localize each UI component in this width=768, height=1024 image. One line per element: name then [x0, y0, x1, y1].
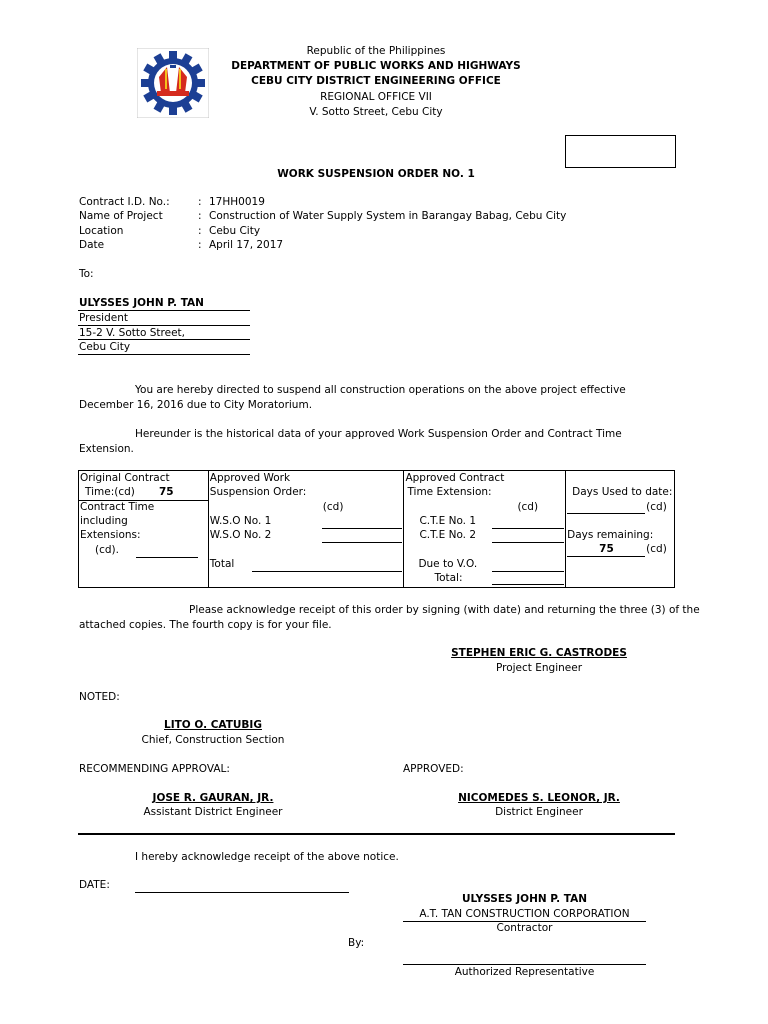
days-remaining-label: Days remaining:	[567, 529, 654, 541]
wso-2-blank	[322, 542, 402, 543]
detail-sep: :	[198, 239, 202, 251]
recipient-address-1: 15-2 V. Sotto Street,	[79, 327, 185, 339]
dpwh-gear-logo-icon	[137, 48, 209, 118]
extensions-label: Extensions:	[80, 529, 141, 541]
section-divider	[78, 833, 675, 835]
header-district-office: CEBU CITY DISTRICT ENGINEERING OFFICE	[251, 75, 501, 87]
approved-label: APPROVED:	[403, 763, 464, 775]
detail-value-location: Cebu City	[209, 225, 261, 237]
cte-2-blank	[492, 542, 564, 543]
to-label: To:	[79, 268, 94, 280]
ack-line-2: attached copies. The fourth copy is for your file.	[79, 619, 332, 631]
wso-total-blank	[252, 571, 402, 572]
wso-1-blank	[322, 528, 402, 529]
recipient-rule	[78, 325, 250, 326]
authorized-representative-label: Authorized Representative	[454, 966, 595, 978]
vo-blank	[492, 571, 564, 572]
original-contract-label: Original Contract	[80, 472, 170, 484]
table-cell-days	[566, 471, 675, 588]
project-engineer-name: STEPHEN ERIC G. CASTRODES	[451, 647, 627, 659]
asst-engineer-name: JOSE R. GAURAN, JR.	[152, 792, 274, 804]
date-label: DATE:	[79, 879, 110, 891]
asst-engineer-title: Assistant District Engineer	[143, 806, 283, 818]
days-remaining-blank	[567, 556, 645, 557]
header-republic: Republic of the Philippines	[306, 45, 446, 57]
recipient-rule	[78, 354, 250, 355]
detail-label-date: Date	[79, 239, 105, 251]
days-remaining-value: 75	[599, 543, 614, 555]
original-time-value: 75	[159, 486, 174, 498]
detail-value-project: Construction of Water Supply System in Barangay Babag, Cebu City	[209, 210, 567, 222]
wso-1-label: W.S.O No. 1	[209, 515, 272, 527]
detail-sep: :	[198, 196, 202, 208]
header-department: DEPARTMENT OF PUBLIC WORKS AND HIGHWAYS	[231, 60, 521, 72]
by-label: By:	[348, 937, 365, 949]
header-regional-office: REGIONAL OFFICE VII	[320, 91, 432, 103]
recipient-address-2: Cebu City	[79, 341, 131, 353]
wso-cd-label: (cd)	[322, 501, 344, 513]
recipient-rule	[78, 310, 250, 311]
cte-1-blank	[492, 528, 564, 529]
days-used-blank	[567, 513, 645, 514]
detail-value-date: April 17, 2017	[209, 239, 284, 251]
cte-header-1: Approved Contract	[405, 472, 505, 484]
contractor-label: Contractor	[496, 922, 553, 934]
contract-time-label: Contract Time	[80, 501, 155, 513]
vo-total-blank	[492, 584, 564, 585]
ack-line-1: Please acknowledge receipt of this order by signing (with date) and returning the three (3) of the	[189, 604, 700, 616]
including-label: including	[80, 515, 128, 527]
detail-sep: :	[198, 210, 202, 222]
body-paragraph-2a: Hereunder is the historical data of your approved Work Suspension Order and Contract Time	[135, 428, 622, 440]
chief-title: Chief, Construction Section	[141, 734, 285, 746]
days-remaining-cd: (cd)	[646, 543, 667, 555]
recommending-label: RECOMMENDING APPROVAL:	[79, 763, 230, 775]
days-used-label: Days Used to date:	[572, 486, 673, 498]
body-paragraph-2b: Extension.	[79, 443, 134, 455]
body-paragraph-1a: You are hereby directed to suspend all construction operations on the above project effective	[135, 384, 626, 396]
table-cell-wso	[208, 471, 404, 588]
date-signature-line	[135, 892, 349, 893]
extensions-cd-label: (cd).	[95, 544, 119, 556]
original-time-label: Time:(cd)	[85, 486, 135, 498]
body-paragraph-1b: December 16, 2016 due to City Moratorium.	[79, 399, 313, 411]
wso-total-label: Total	[209, 558, 235, 570]
recipient-rule	[78, 339, 250, 340]
wso-header-2: Suspension Order:	[209, 486, 307, 498]
district-engineer-title: District Engineer	[495, 806, 583, 818]
days-used-cd: (cd)	[646, 501, 667, 513]
representative-signature-line	[403, 964, 646, 965]
district-engineer-name: NICOMEDES S. LEONOR, JR.	[458, 792, 620, 804]
detail-sep: :	[198, 225, 202, 237]
wso-2-label: W.S.O No. 2	[209, 529, 272, 541]
document-title: WORK SUSPENSION ORDER NO. 1	[277, 168, 475, 180]
header-address: V. Sotto Street, Cebu City	[309, 106, 443, 118]
detail-label-contract-id: Contract I.D. No.:	[79, 196, 170, 208]
cte-2-label: C.T.E No. 2	[419, 529, 477, 541]
wso-header-1: Approved Work	[209, 472, 291, 484]
recipient-position: President	[79, 312, 128, 324]
contractor-company: A.T. TAN CONSTRUCTION CORPORATION	[419, 908, 630, 920]
detail-value-contract-id: 17HH0019	[209, 196, 265, 208]
detail-label-project: Name of Project	[79, 210, 163, 222]
cte-cd-label: (cd)	[517, 501, 539, 513]
cte-header-2: Time Extension:	[407, 486, 492, 498]
noted-label: NOTED:	[79, 691, 120, 703]
dpwh-logo	[137, 48, 209, 118]
vo-total-label: Total:	[434, 572, 463, 584]
stamp-box	[565, 135, 676, 168]
vo-label: Due to V.O.	[418, 558, 478, 570]
project-engineer-title: Project Engineer	[495, 662, 583, 674]
recipient-name: ULYSSES JOHN P. TAN	[79, 297, 204, 309]
table-cell-original-contract	[79, 471, 209, 588]
detail-label-location: Location	[79, 225, 124, 237]
table-cell-cte	[404, 471, 566, 588]
cte-1-label: C.T.E No. 1	[419, 515, 477, 527]
receipt-statement: I hereby acknowledge receipt of the above notice.	[135, 851, 399, 863]
chief-name: LITO O. CATUBIG	[164, 719, 262, 731]
extensions-blank	[136, 557, 198, 558]
historical-data-table	[78, 470, 675, 588]
contractor-name: ULYSSES JOHN P. TAN	[462, 893, 587, 905]
